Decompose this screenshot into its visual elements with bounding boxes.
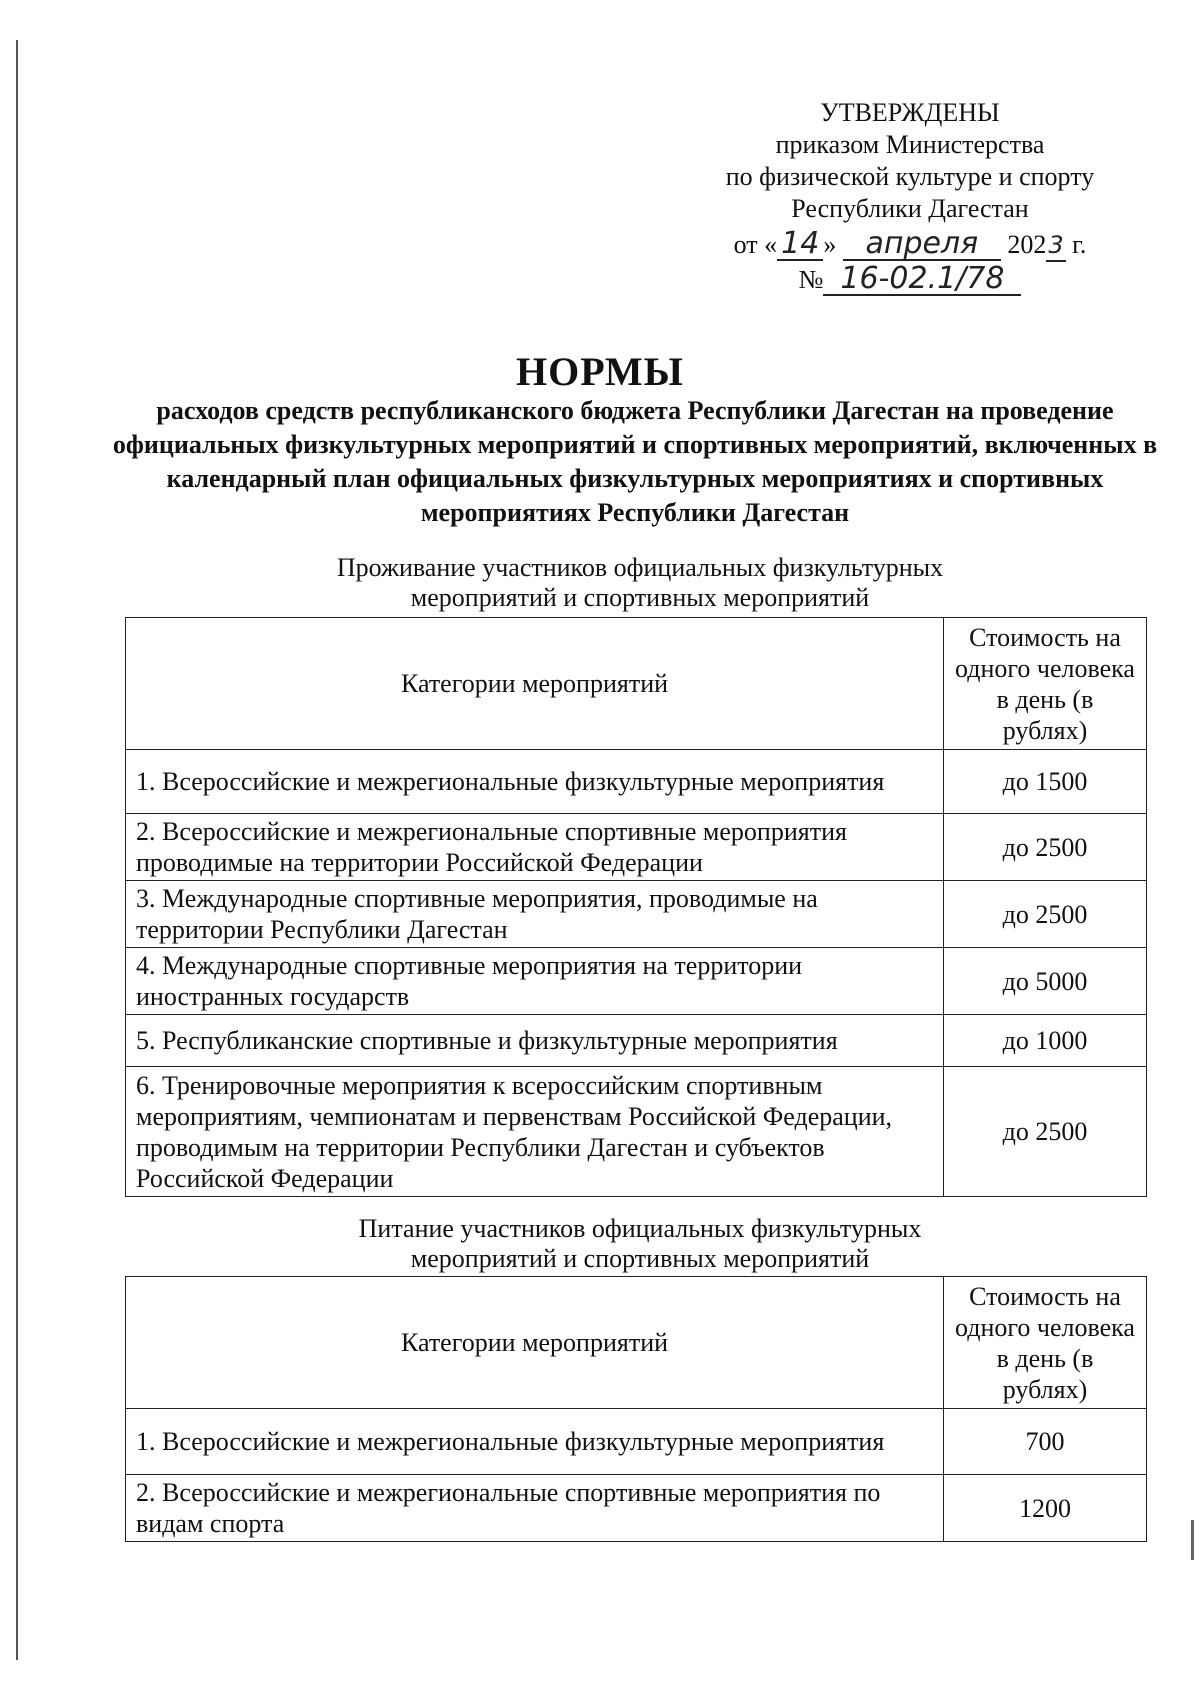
- header-category: Категории мероприятий: [126, 618, 944, 750]
- row-category: 4. Международные спортивные мероприятия на территории иностранных государств: [126, 948, 944, 1015]
- row-category: 1. Всероссийские и межрегиональные физкультурные мероприятия: [126, 750, 944, 814]
- header-category: Категории мероприятий: [126, 1277, 944, 1409]
- accommodation-norms-table: [125, 617, 1147, 1197]
- number-handwritten: 16-02.1/78: [823, 264, 1021, 296]
- date-mid: »: [823, 230, 837, 259]
- row-cost: 700: [944, 1409, 1147, 1475]
- table-row: [126, 1067, 1147, 1197]
- approval-order-line: приказом Министерства: [775, 130, 1045, 159]
- table-row: [126, 1475, 1147, 1542]
- date-year-prefix: 202: [1007, 230, 1047, 259]
- approval-republic-line: Республики Дагестан: [791, 194, 1029, 223]
- date-month-handwritten: апреля: [843, 229, 1001, 261]
- document-subtitle: расходов средств республиканского бюджета Республики Дагестан на проведение официальных физкультурных мероприятий и спортивных мероприятий, включенных в календарный план официальных физкультурных мероприятиях и спортивных мероприятиях Республики Дагестан: [112, 396, 1158, 527]
- section1-caption-line1: Проживание участников официальных физкультурных: [336, 553, 944, 582]
- meals-norms-table: [125, 1276, 1147, 1542]
- approval-heading: УТВЕРЖДЕНЫ: [820, 98, 1000, 127]
- date-year-handwritten: 3: [1046, 230, 1065, 262]
- section2-caption-line1: Питание участников официальных физкультурных: [358, 1214, 922, 1243]
- row-category: 5. Республиканские спортивные и физкультурные мероприятия: [126, 1015, 944, 1067]
- row-category: 2. Всероссийские и межрегиональные спортивные мероприятия по видам спорта: [126, 1475, 944, 1542]
- row-category: 6. Тренировочные мероприятия к всероссийским спортивным мероприятиям, чемпионатам и первенствам Российской Федерации, проводимым на территории Республики Дагестан и субъектов Российской Федерации: [126, 1067, 944, 1197]
- row-category: 1. Всероссийские и межрегиональные физкультурные мероприятия: [126, 1409, 944, 1475]
- section2-caption-line2: мероприятий и спортивных мероприятий: [410, 1244, 870, 1273]
- table-header-row: [126, 618, 1147, 750]
- number-prefix: №: [798, 265, 824, 294]
- row-cost: до 5000: [944, 948, 1147, 1015]
- approval-date-line: [700, 226, 1120, 262]
- row-category: 3. Международные спортивные мероприятия, проводимые на территории Республики Дагестан: [126, 881, 944, 948]
- row-cost: до 1000: [944, 1015, 1147, 1067]
- scan-edge-right: [1191, 1520, 1194, 1560]
- row-cost: до 2500: [944, 814, 1147, 881]
- scan-edge-left: [16, 40, 18, 1660]
- approval-number-line: [700, 261, 1120, 296]
- section1-caption-line2: мероприятий и спортивных мероприятий: [410, 583, 870, 612]
- row-cost: до 2500: [944, 881, 1147, 948]
- row-cost: 1200: [944, 1475, 1147, 1542]
- approval-stamp-block: [700, 97, 1120, 296]
- approval-ministry-line: по физической культуре и спорту: [725, 162, 1095, 191]
- section1-caption: [0, 553, 1200, 613]
- document-title: НОРМЫ: [516, 349, 684, 394]
- table-row: [126, 814, 1147, 881]
- date-suffix: г.: [1072, 230, 1087, 259]
- table-row: [126, 1409, 1147, 1475]
- date-prefix: от «: [733, 230, 778, 259]
- table-header-row: [126, 1277, 1147, 1409]
- row-cost: до 1500: [944, 750, 1147, 814]
- section2-caption: [0, 1214, 1200, 1274]
- date-day-handwritten: 14: [777, 229, 823, 261]
- header-cost: Стоимость на одного человека в день (в рублях): [944, 1277, 1147, 1409]
- table-row: [126, 948, 1147, 1015]
- table-row: [126, 881, 1147, 948]
- row-cost: до 2500: [944, 1067, 1147, 1197]
- row-category: 2. Всероссийские и межрегиональные спортивные мероприятия проводимые на территории Российской Федерации: [126, 814, 944, 881]
- table-row: [126, 1015, 1147, 1067]
- table-row: [126, 750, 1147, 814]
- header-cost: Стоимость на одного человека в день (в рублях): [944, 618, 1147, 750]
